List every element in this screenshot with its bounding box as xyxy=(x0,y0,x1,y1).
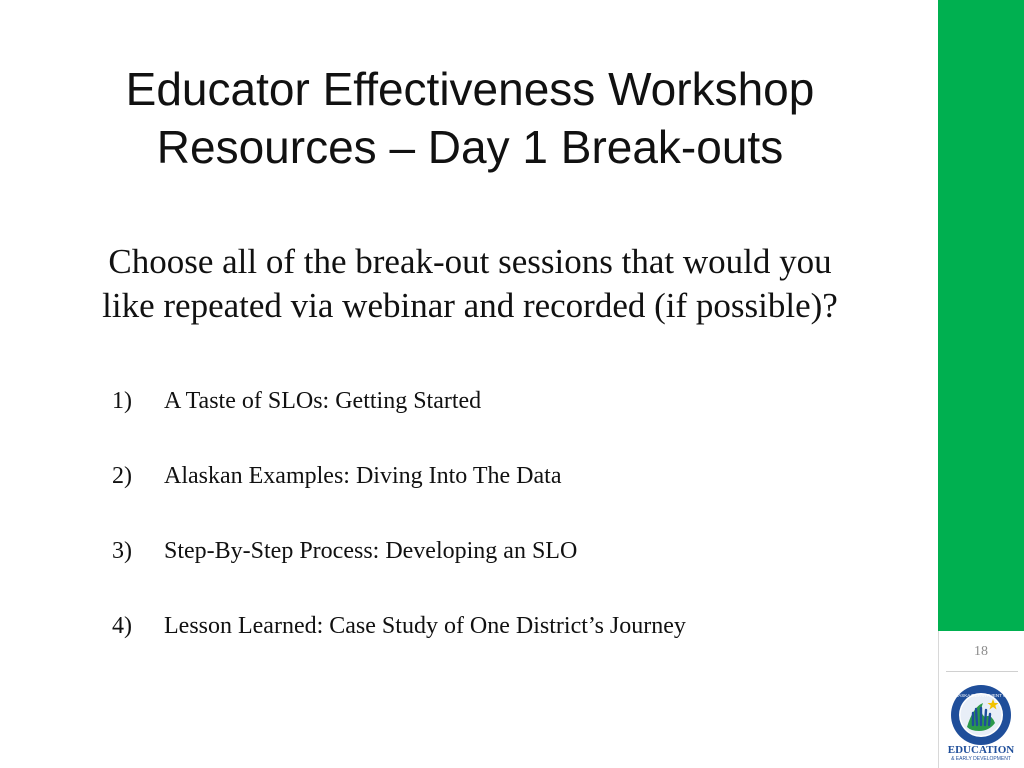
green-sidebar xyxy=(938,0,1024,631)
page-number-divider xyxy=(946,671,1018,672)
survey-question xyxy=(30,240,910,328)
option-number: 1) xyxy=(112,388,132,414)
alaska-department-of-education-seal-icon xyxy=(943,683,1019,763)
session-option-3 xyxy=(112,538,686,613)
logo-ring-text: ALASKA DEPARTMENT OF xyxy=(952,693,1010,698)
logo-text-education: EDUCATION xyxy=(947,744,1015,756)
option-number: 4) xyxy=(112,613,132,639)
session-option-4 xyxy=(112,613,686,688)
option-number: 3) xyxy=(112,538,132,564)
survey-question-line-1: Choose all of the break-out sessions that would you xyxy=(108,242,832,281)
option-number: 2) xyxy=(112,463,132,489)
session-option-2 xyxy=(112,463,686,538)
option-label: Step-By-Step Process: Developing an SLO xyxy=(164,538,578,564)
session-options-list xyxy=(112,388,686,688)
slide-title-line-1: Educator Effectiveness Workshop xyxy=(125,63,815,115)
survey-question-line-2: like repeated via webinar and recorded (if possible)? xyxy=(102,286,838,325)
logo-text-early-development: & EARLY DEVELOPMENT xyxy=(951,756,1011,762)
slide-title-line-2: Resources – Day 1 Break-outs xyxy=(156,121,784,173)
page-number: 18 xyxy=(974,644,988,659)
option-label: A Taste of SLOs: Getting Started xyxy=(164,388,482,414)
option-label: Alaskan Examples: Diving Into The Data xyxy=(164,463,562,489)
session-option-1 xyxy=(112,388,686,463)
slide-title xyxy=(30,60,910,176)
option-label: Lesson Learned: Case Study of One District’s Journey xyxy=(164,613,686,639)
